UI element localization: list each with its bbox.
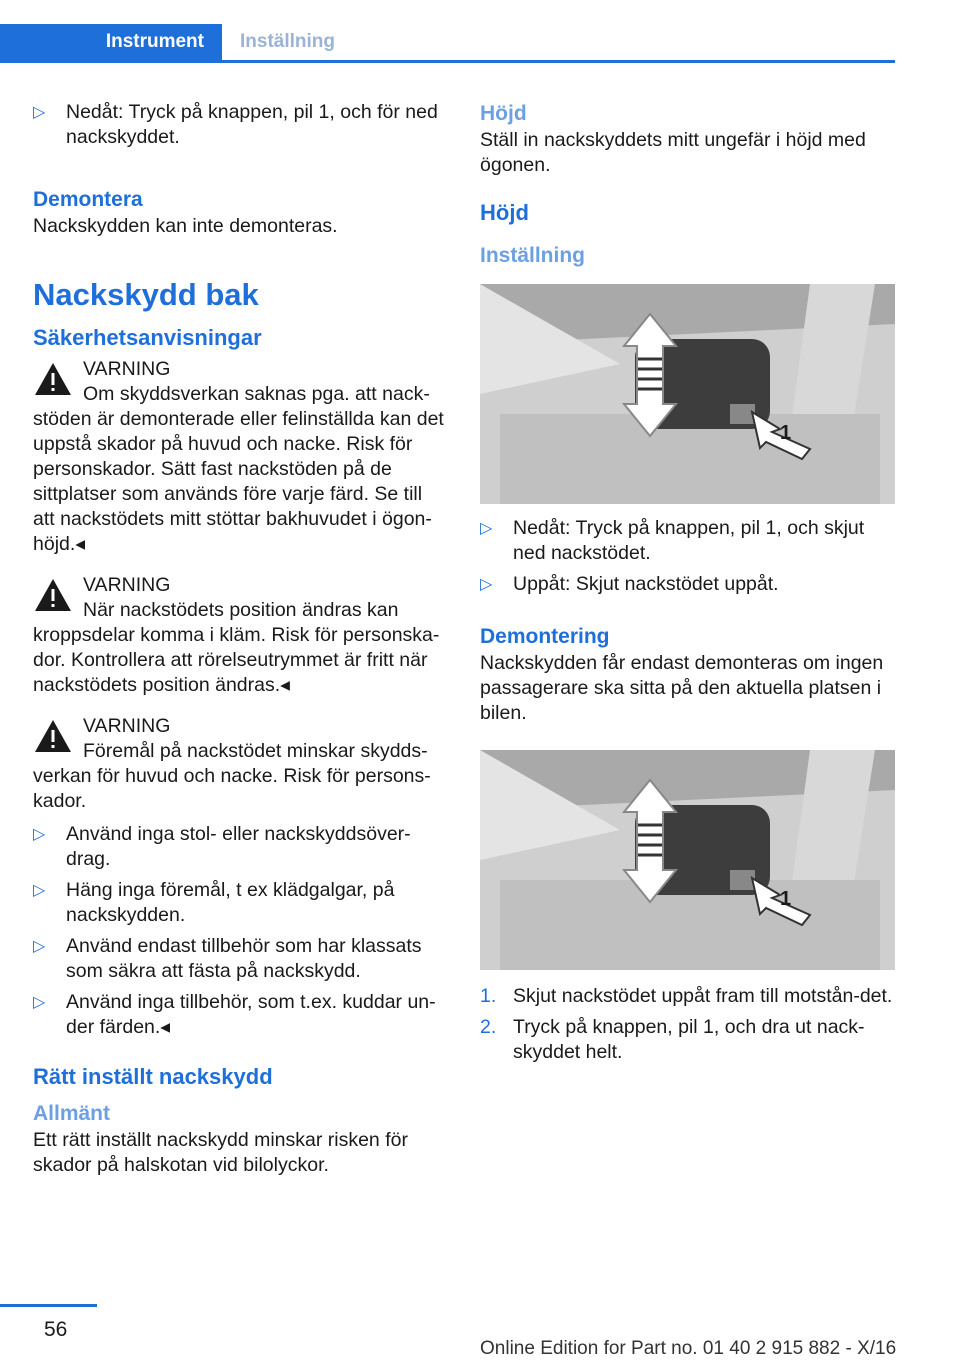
list-item: ▷ Häng inga föremål, t ex klädgalgar, på nackskydden. xyxy=(33,879,395,926)
list-item: ▷ Uppåt: Skjut nackstödet uppåt. xyxy=(480,573,779,595)
triangle-bullet-icon: ▷ xyxy=(480,520,493,537)
warning-triangle-icon xyxy=(33,577,73,613)
section-heading: Höjd xyxy=(480,200,529,225)
section-heading: Rätt inställt nackskydd xyxy=(33,1064,273,1089)
figure-callout-label: 1 xyxy=(780,888,792,910)
list-item: ▷ Använd inga stol- eller nackskyddsöver-drag. xyxy=(33,823,411,870)
paragraph: Nackskydden kan inte demonteras. xyxy=(33,215,338,237)
headrest-illustration xyxy=(480,284,895,504)
tab-instrument[interactable]: Instrument xyxy=(0,24,222,60)
edition-text: Online Edition for Part no. 01 40 2 915 882 - X/16 xyxy=(480,1338,897,1359)
list-item: ▷ Nedåt: Tryck på knappen, pil 1, och skjut ned nackstödet. xyxy=(480,517,865,564)
paragraph: Ett rätt inställt nackskydd minskar risken för skador på halskotan vid bilolyckor. xyxy=(33,1129,408,1176)
triangle-bullet-icon: ▷ xyxy=(33,104,46,121)
right-column xyxy=(480,100,895,1071)
list-item: 1. Skjut nackstödet uppåt fram till motstån-det. xyxy=(480,985,893,1007)
triangle-bullet-icon: ▷ xyxy=(33,882,46,899)
left-column xyxy=(33,100,448,1178)
warning-triangle-icon xyxy=(33,361,73,397)
triangle-bullet-icon: ▷ xyxy=(33,994,46,1011)
headrest-figure-2 xyxy=(480,750,895,970)
section-heading: Säkerhetsanvisningar xyxy=(33,325,262,350)
list-item: ▷ Använd inga tillbehör, som t.ex. kuddar un-der färden.◂ xyxy=(33,991,436,1038)
section-heading: Demontera xyxy=(33,188,143,211)
page-number: 56 xyxy=(44,1318,68,1341)
paragraph: Ställ in nackskyddets mitt ungefär i höjd med ögonen. xyxy=(480,129,866,176)
warning-block: VARNING När nackstödets position ändras kan kroppsdelar komma i kläm. Risk för personska-dor. Kontrollera att rörelseutrymmet är fritt när nackstödets position ändras.◂ xyxy=(33,573,448,698)
figure-callout-label: 1 xyxy=(780,422,792,444)
subsection-heading: Allmänt xyxy=(33,1102,111,1125)
warning-triangle-icon xyxy=(33,718,73,754)
warning-label: VARNING xyxy=(83,358,171,380)
tab-installning[interactable]: Inställning xyxy=(240,31,335,52)
triangle-bullet-icon: ▷ xyxy=(33,826,46,843)
subsection-heading: Höjd xyxy=(480,102,527,125)
triangle-bullet-icon: ▷ xyxy=(33,938,46,955)
triangle-bullet-icon: ▷ xyxy=(480,576,493,593)
paragraph: Nackskydden får endast demonteras om ingen passagerare ska sitta på den aktuella platsen i bilen. xyxy=(480,652,884,724)
warning-block: VARNING Föremål på nackstödet minskar skydds- verkan för huvud och nacke. Risk för persons-kador. xyxy=(33,714,448,814)
chapter-tabbar xyxy=(0,24,895,63)
headrest-illustration xyxy=(480,750,895,970)
page-title: Nackskydd bak xyxy=(33,277,259,312)
list-item: ▷ Använd endast tillbehör som har klassats som säkra att fästa på nackskydd. xyxy=(33,935,422,982)
section-heading: Demontering xyxy=(480,625,610,648)
subsection-heading: Inställning xyxy=(480,244,585,267)
list-item: 2. Tryck på knappen, pil 1, och dra ut nack-skyddet helt. xyxy=(480,1016,865,1063)
warning-block: VARNING Om skyddsverkan saknas pga. att nack- stöden är demonterade eller felinställda kan det uppstå skador på huvud och nacke. Risk för personskador. Sätt fast nackstöden på de sittplatser som används före varje färd. Se till att nackstödets mitt stöttar bakhuvudet i ögon-höjd.◂ xyxy=(33,357,448,557)
list-item: ▷ Nedåt: Tryck på knappen, pil 1, och för ned nackskyddet. xyxy=(33,101,438,148)
footer-rule xyxy=(0,1304,97,1307)
warning-label: VARNING xyxy=(83,715,171,737)
warning-label: VARNING xyxy=(83,574,171,596)
headrest-figure-1 xyxy=(480,284,895,504)
